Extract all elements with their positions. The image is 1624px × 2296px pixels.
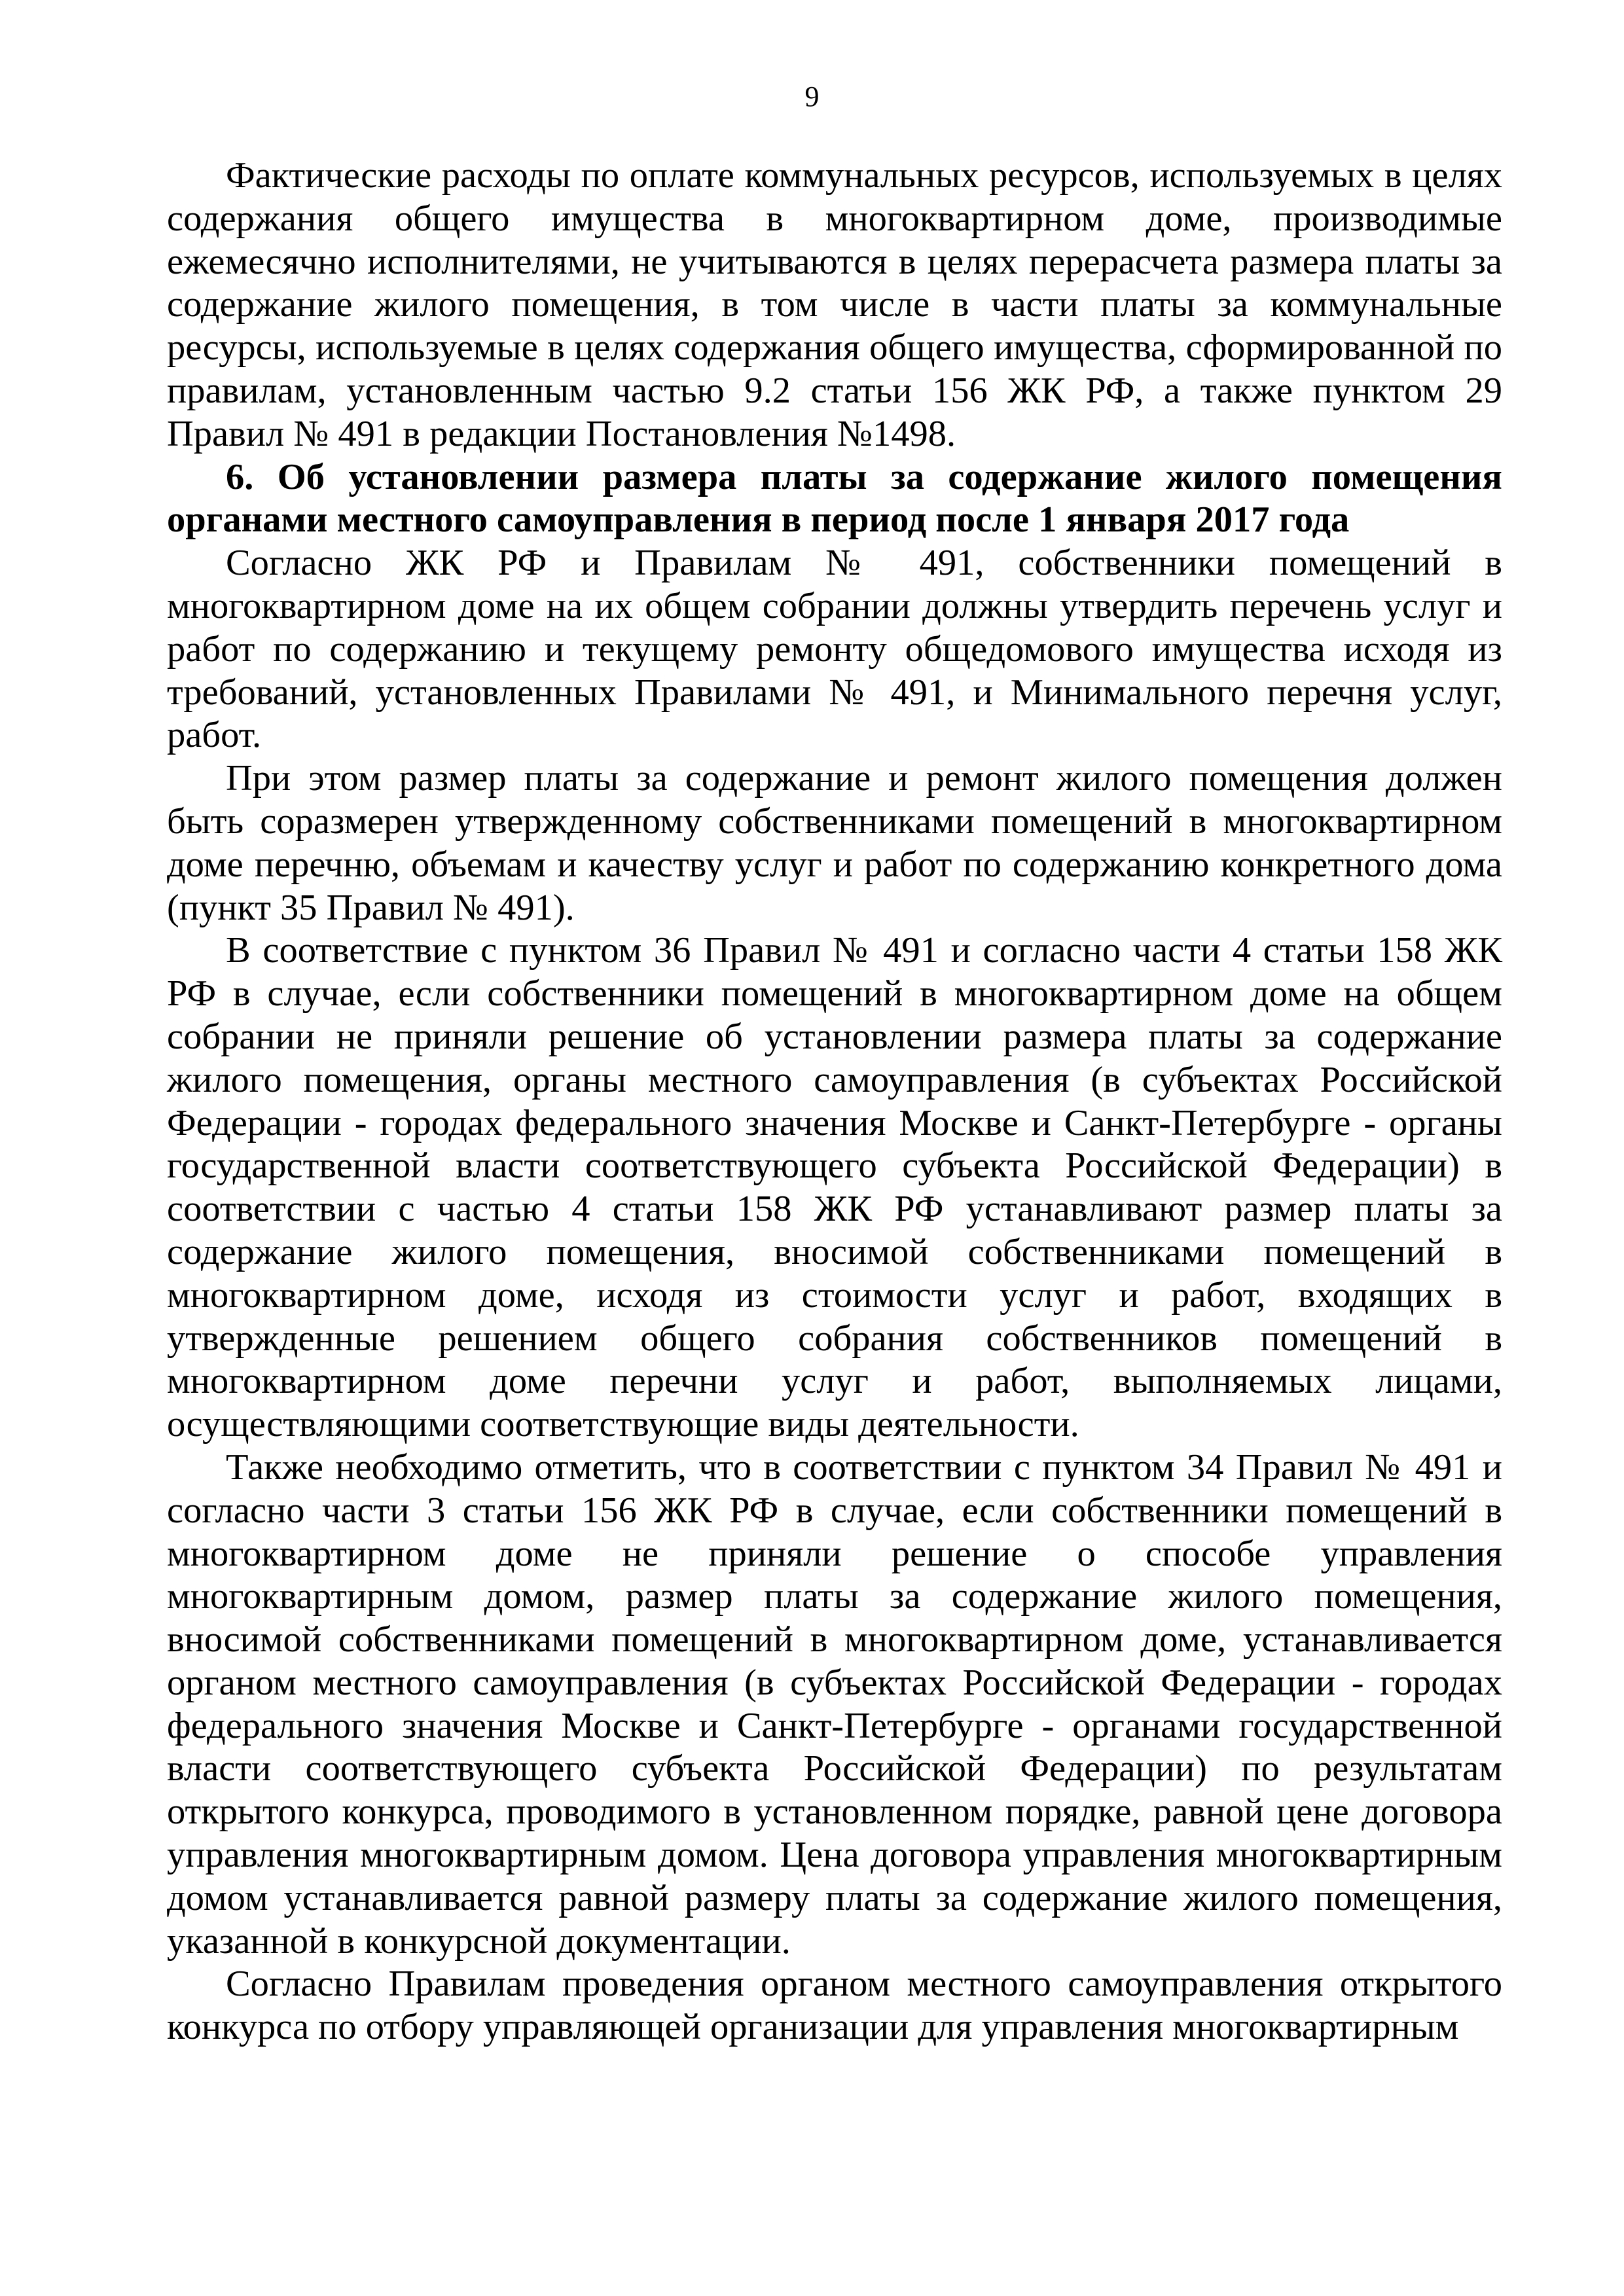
- paragraph-local-government-rate: В соответствие с пунктом 36 Правил № 491 и согласно части 4 статьи 158 ЖК РФ в случае, если собственники помещений в многоквартирном доме на общем собрании не приняли решение об установлении размера платы за содержание жилого помещения, органы местного самоуправления (в субъектах Российской Федерации - городах федерального значения Москве и Санкт-Петербурге - органы государственной власти соответствующего субъекта Российской Федерации) в соответствии с частью 4 статьи 158 ЖК РФ устанавливают размер платы за содержание жилого помещения, вносимой собственниками помещений в многоквартирном доме, исходя из стоимости услуг и работ, входящих в утвержденные решением общего собрания собственников помещений в многоквартирном доме перечни услуг и работ, выполняемых лицами, осуществляющими соответствующие виды деятельности.: [167, 930, 1502, 1445]
- paragraph-tender-rules: Согласно Правилам проведения органом местного самоуправления открытого конкурса по отбору управляющей организации для управления многоквартирным: [167, 1964, 1502, 2048]
- document-body: [167, 154, 1502, 2049]
- paragraph-open-tender: Также необходимо отметить, что в соответствии с пунктом 34 Правил № 491 и согласно части 3 статьи 156 ЖК РФ в случае, если собственники помещений в многоквартирном доме не приняли решение о способе управления многоквартирным домом, размер платы за содержание жилого помещения, вносимой собственниками помещений в многоквартирном доме, устанавливается органом местного самоуправления (в субъектах Российской Федерации - городах федерального значения Москве и Санкт-Петербурге - органами государственной власти соответствующего субъекта Российской Федерации) по результатам открытого конкурса, проводимого в установленном порядке, равной цене договора управления многоквартирным домом. Цена договора управления многоквартирным домом устанавливается равной размеру платы за содержание жилого помещения, указанной в конкурсной документации.: [167, 1446, 1502, 1962]
- section-heading-6: 6. Об установлении размера платы за содержание жилого помещения органами местного самоуправления в период после 1 января 2017 года: [167, 456, 1502, 541]
- paragraph-payment-proportionality: При этом размер платы за содержание и ремонт жилого помещения должен быть соразмерен утвержденному собственниками помещений в многоквартирном доме перечню, объемам и качеству услуг и работ по содержанию конкретного дома (пункт 35 Правил № 491).: [167, 758, 1502, 928]
- page-number: 9: [804, 81, 820, 113]
- paragraph-utility-expenses: Фактические расходы по оплате коммунальных ресурсов, используемых в целях содержания общего имущества в многоквартирном доме, производимые ежемесячно исполнителями, не учитываются в целях перерасчета размера платы за содержание жилого помещения, в том числе в части платы за коммунальные ресурсы, используемые в целях содержания общего имущества, сформированной по правилам, установленным частью 9.2 статьи 156 ЖК РФ, а также пунктом 29 Правил № 491 в редакции Постановления №1498.: [167, 155, 1502, 454]
- paragraph-owners-approval: Согласно ЖК РФ и Правилам № 491, собственники помещений в многоквартирном доме на их общем собрании должны утвердить перечень услуг и работ по содержанию и текущему ремонту общедомового имущества исходя из требований, установленных Правилами № 491, и Минимального перечня услуг, работ.: [167, 543, 1502, 756]
